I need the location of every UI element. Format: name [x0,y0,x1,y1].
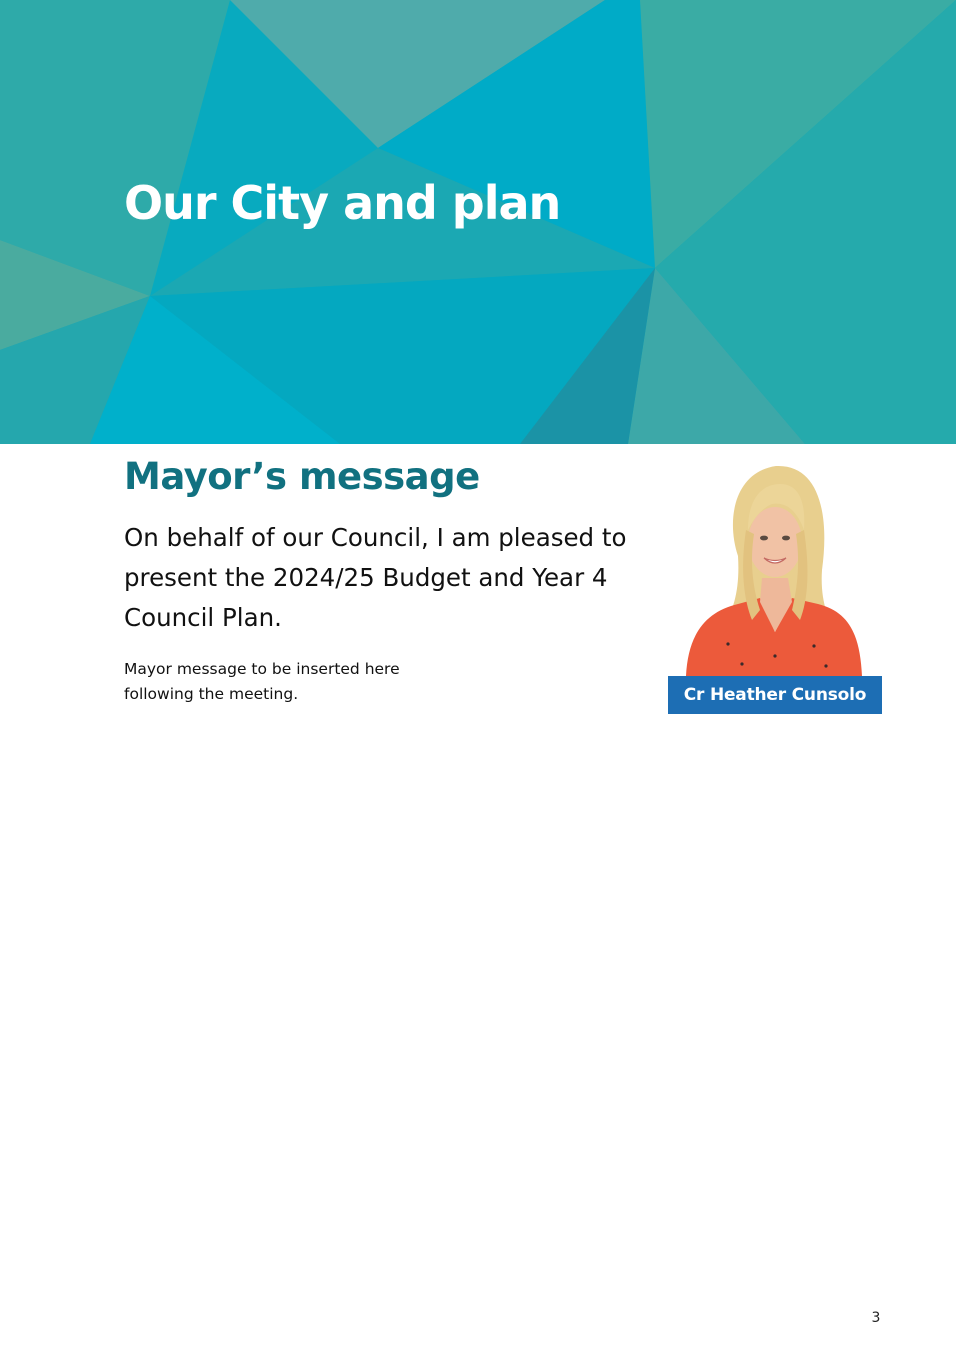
portrait-caption: Cr Heather Cunsolo [668,676,882,714]
body-paragraph: Mayor message to be inserted here following the meeting. [124,660,400,703]
page-number: 3 [871,1310,881,1326]
hero-banner [0,0,956,444]
page-title: Our City and plan [124,176,561,230]
section-heading: Mayor’s message [124,455,480,498]
intro-paragraph: On behalf of our Council, I am pleased to present the 2024/25 Budget and Year 4 Council Plan. [124,523,627,632]
